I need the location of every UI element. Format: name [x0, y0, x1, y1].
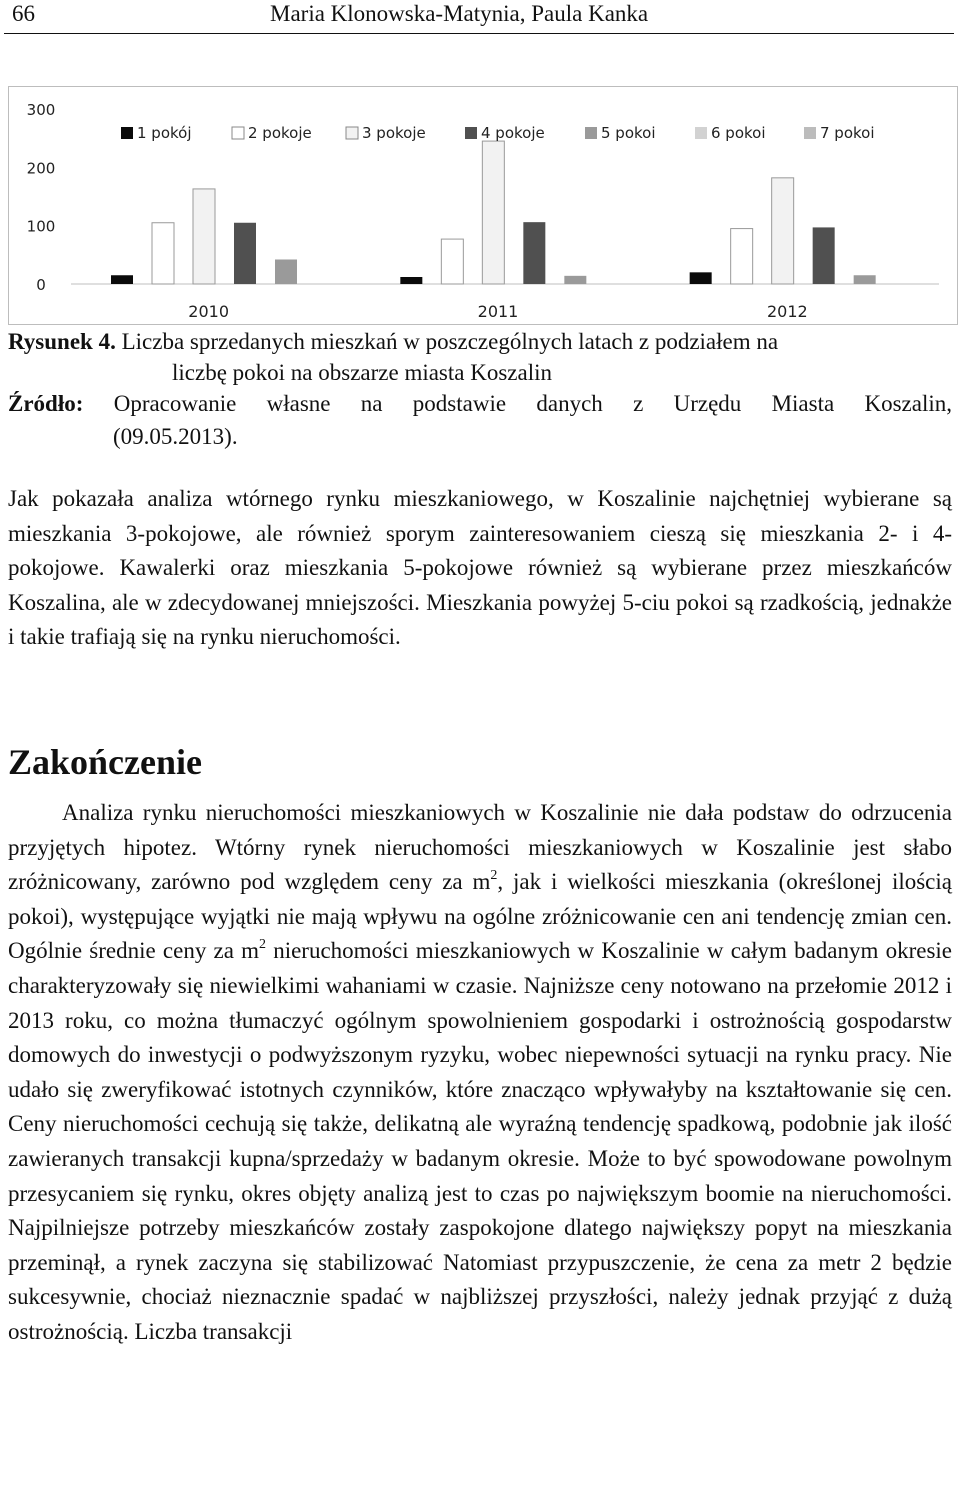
- bar-2010-2: [152, 223, 174, 284]
- legend-swatch: [585, 127, 597, 139]
- legend-swatch: [695, 127, 707, 139]
- bar-2010-1: [111, 275, 133, 284]
- x-tick-label: 2010: [188, 302, 230, 321]
- legend-label: 4 pokoje: [481, 124, 545, 142]
- body-paragraph-1: Jak pokazała analiza wtórnego rynku mieszkaniowego, w Koszalinie najchętniej wybierane są mieszkania 3-pokojowe, ale również sporym zainteresowaniem cieszą się mieszkania 2- i 4-pokojowe. Kawalerki oraz mieszkania 5-pokojowe również są wybierane przez mieszkańców Koszalina, ale w zdecydowanej mniejszości. Mieszkania powyżej 5-ciu pokoi są rzadkością, jednakże i takie trafiają się na rynku nieruchomości.: [8, 486, 952, 650]
- bar-2011-3: [482, 141, 504, 284]
- legend-label: 7 pokoi: [820, 124, 875, 142]
- section-heading: Zakończenie: [8, 742, 202, 782]
- caption-text-line2: liczbę pokoi na obszarze miasta Koszalin: [172, 360, 552, 385]
- superscript-1: 2: [490, 867, 498, 883]
- legend-swatch: [121, 127, 133, 139]
- bar-2010-3: [193, 189, 215, 284]
- bar-2012-3: [772, 178, 794, 284]
- bar-2010-4: [234, 223, 256, 284]
- page-number: 66: [12, 1, 35, 26]
- legend-swatch: [465, 127, 477, 139]
- legend-swatch: [346, 127, 358, 139]
- caption-text-line1: Liczba sprzedanych mieszkań w poszczególnych latach z podziałem na: [121, 329, 779, 354]
- bar-2012-4: [813, 227, 835, 284]
- header-rule: [4, 33, 954, 34]
- legend-label: 1 pokój: [137, 124, 192, 142]
- paragraph2-part3: nieruchomości mieszkaniowych w Koszalinie w całym badanym okresie charakteryzowały się niewielkimi wahaniami w czasie. Najniższe ceny notowano na przełomie 2012 i 2013 roku, co można tłumaczyć ogólnym spowolnieniem gospodarki i ostrożnością gospodarstw domowych do inwestycji o podwyższonym ryzyku, wobec niepewności sytuacji na rynku pracy. Nie udało się zweryfikować istotnych czynników, które znacząco wpływałyby na kształtowanie się cen. Ceny nieruchomości cechują się także, delikatną ale wyraźną tendencję spadkową, podobnie jak ilość zawieranych transakcji kupna/sprzedaży w badanym okresie. Może to być spowodowane powolnym przesycaniem się rynku, okres objęty analizą jest to czas po największym boomie na nieruchomości. Najpilniejsze potrzeby mieszkańców zostały zaspokojone dlatego największy popyt na mieszkania przeminął, a rynek zaczyna się stabilizować Natomiast przypuszczenie, że cena za metr 2 będzie sukcesywnie, chociaż nieznacznie spadać w najbliższej przyszłości, należy jednak przyjąć z dużą ostrożnością. Liczba transakcji: [8, 938, 953, 1344]
- legend-swatch: [804, 127, 816, 139]
- y-tick-label: 0: [36, 276, 46, 294]
- bar-2012-1: [690, 272, 712, 284]
- paragraph2-part1: Analiza rynku nieruchomości mieszkaniowych w Koszalinie nie dała podstaw do odrzucenia przyjętych hipotez. Wtórny rynek nieruchomości mieszkaniowych w Koszalinie jest słabo zróżnicowany, zarówno pod względem ceny za m: [8, 800, 952, 895]
- paragraph2-part2: , jak i wielkości mieszkania (określonej ilością pokoi), występujące wyjątki nie mają wpływu na ogólne zróżnicowanie cen ani tendencję zmian cen. Ogólnie średnie ceny za m: [8, 869, 952, 964]
- superscript-2: 2: [259, 936, 267, 952]
- figure-source-line1: [8, 388, 952, 419]
- bar-2012-5: [854, 275, 876, 284]
- legend-label: 2 pokoje: [248, 124, 312, 142]
- bar-2011-1: [400, 277, 422, 284]
- page-header: [8, 0, 952, 34]
- x-tick-label: 2012: [766, 302, 808, 321]
- legend-label: 3 pokoje: [362, 124, 426, 142]
- legend-label: 6 pokoi: [711, 124, 766, 142]
- caption-label: Rysunek 4.: [8, 329, 116, 354]
- figure-chart: [8, 86, 958, 325]
- bar-2011-4: [523, 222, 545, 284]
- bar-chart: [9, 87, 957, 324]
- x-tick-label: 2011: [477, 302, 519, 321]
- y-tick-label: 300: [26, 101, 56, 119]
- bar-2011-2: [441, 239, 463, 284]
- source-text-line2: (09.05.2013).: [113, 424, 238, 449]
- legend-label: 5 pokoi: [601, 124, 656, 142]
- source-text-line1: Opracowanie własne na podstawie danych z Urzędu Miasta Koszalin,: [113, 391, 953, 416]
- body-paragraph-2: [8, 796, 952, 1350]
- legend-swatch: [232, 127, 244, 139]
- bar-2010-5: [275, 260, 297, 285]
- figure-caption-line1: [8, 326, 952, 357]
- y-tick-label: 200: [26, 159, 56, 178]
- running-head-authors: Maria Klonowska-Matynia, Paula Kanka: [270, 1, 649, 26]
- y-tick-label: 100: [26, 217, 56, 236]
- bar-2012-2: [731, 229, 753, 284]
- source-label: Źródło:: [8, 391, 84, 416]
- bar-2011-5: [564, 276, 586, 284]
